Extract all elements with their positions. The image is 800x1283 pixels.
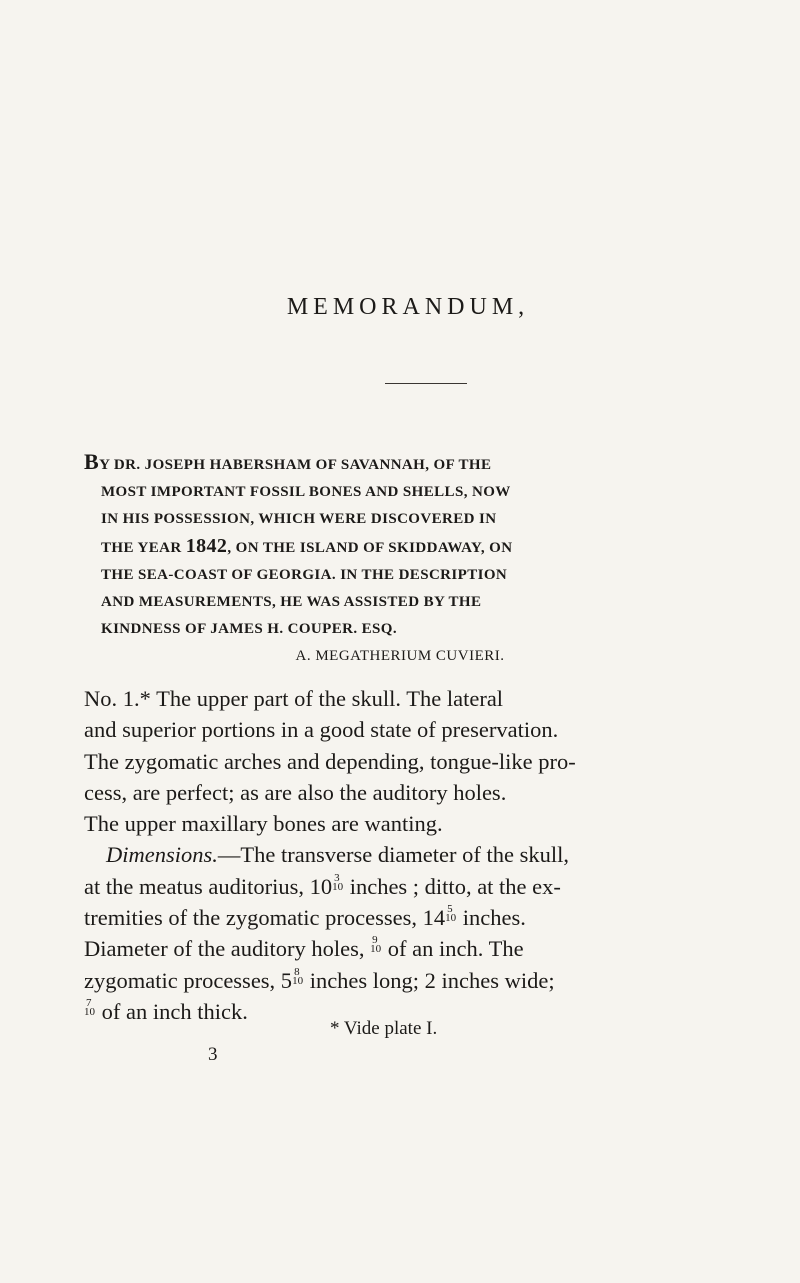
body-line <box>84 902 704 933</box>
intro-line: THE SEA-COAST OF GEORGIA. IN THE DESCRIPTION <box>101 567 508 583</box>
body-text: inches. <box>457 905 526 931</box>
dimensions-label: Dimensions. <box>106 842 218 868</box>
fraction-denominator: 10 <box>292 974 304 987</box>
page-number: 3 <box>208 1044 218 1065</box>
fraction-numerator: 9 <box>372 934 378 947</box>
drop-capital: B <box>84 449 100 474</box>
body-text: of an inch thick. <box>96 998 248 1024</box>
body-paragraph <box>84 683 704 1027</box>
body-line: The zygomatic arches and depending, tongue-like pro- <box>84 748 576 774</box>
page-title: MEMORANDUM, <box>286 294 530 320</box>
body-line <box>84 933 704 964</box>
fraction-denominator: 10 <box>332 880 344 893</box>
year: 1842 <box>185 535 228 557</box>
footnote: * Vide plate I. <box>330 1018 438 1039</box>
intro-line: KINDNESS OF JAMES H. COUPER. ESQ. <box>101 621 398 637</box>
intro-text: , ON THE ISLAND OF SKIDDAWAY, ON <box>227 540 513 556</box>
fraction <box>292 965 304 987</box>
intro-line: AND MEASUREMENTS, HE WAS ASSISTED BY THE <box>101 594 482 610</box>
fraction-numerator: 8 <box>294 965 300 978</box>
fraction-denominator: 10 <box>445 912 457 925</box>
body-text: of an inch. The <box>382 936 524 962</box>
fraction-numerator: 7 <box>86 996 92 1009</box>
body-line <box>84 871 704 902</box>
fraction <box>84 996 96 1018</box>
fraction <box>332 871 344 893</box>
intro-paragraph <box>84 448 684 643</box>
fraction <box>370 933 382 955</box>
body-text: zygomatic processes, 5 <box>84 967 293 993</box>
body-line <box>84 839 704 870</box>
body-text: at the meatus auditorius, 10 <box>84 873 333 899</box>
section-heading: A. MEGATHERIUM CUVIERI. <box>295 648 505 664</box>
fraction-denominator: 10 <box>84 1005 95 1018</box>
fraction <box>445 902 457 924</box>
fraction-denominator: 10 <box>370 943 382 956</box>
body-text: —The transverse diameter of the skull, <box>217 842 570 868</box>
intro-line: MOST IMPORTANT FOSSIL BONES AND SHELLS, NOW <box>101 484 511 500</box>
body-text: inches long; 2 inches wide; <box>304 967 555 993</box>
title-divider <box>385 383 467 384</box>
body-text: tremities of the zygomatic processes, 14 <box>84 905 446 931</box>
body-line <box>84 965 704 996</box>
body-text: Diameter of the auditory holes, <box>84 936 371 962</box>
fraction-numerator: 5 <box>447 903 453 916</box>
body-text: inches ; ditto, at the ex- <box>344 873 561 899</box>
intro-line: IN HIS POSSESSION, WHICH WERE DISCOVERED IN <box>101 511 497 527</box>
body-line: and superior portions in a good state of preservation. <box>84 717 559 743</box>
body-line: No. 1.* The upper part of the skull. The lateral <box>84 686 504 711</box>
intro-text: THE YEAR <box>101 540 186 556</box>
intro-word: Y <box>99 457 110 473</box>
intro-line <box>84 533 684 562</box>
body-line: The upper maxillary bones are wanting. <box>84 811 443 837</box>
intro-text: DR. JOSEPH HABERSHAM OF SAVANNAH, OF THE <box>109 457 492 473</box>
fraction-numerator: 3 <box>334 871 340 884</box>
body-line: cess, are perfect; as are also the auditory holes. <box>84 779 507 805</box>
intro-line <box>84 448 684 479</box>
